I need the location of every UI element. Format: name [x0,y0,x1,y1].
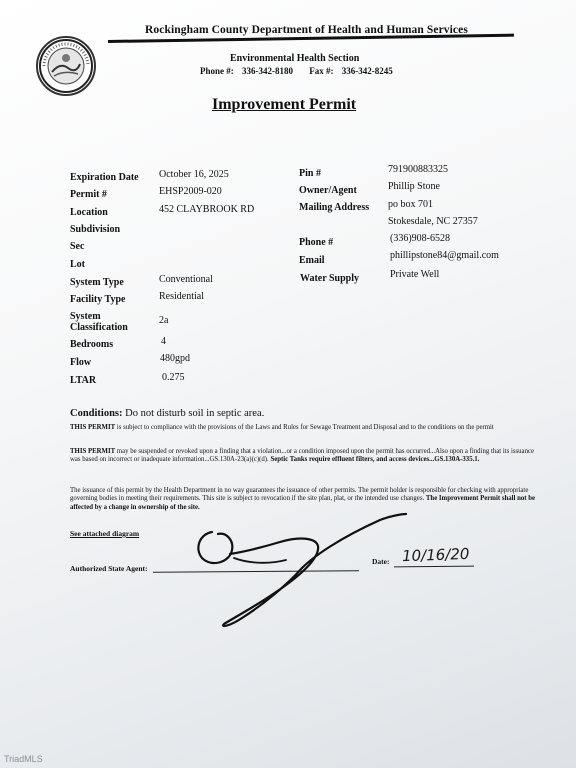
watermark: TriadMLS [4,754,43,764]
field-label: Location [70,207,108,218]
date-label: Date: [372,557,390,566]
section-name: Environmental Health Section [230,53,360,64]
field-value: EHSP2009-020 [159,186,222,197]
county-seal [36,36,96,96]
field-label: Water Supply [300,273,359,284]
field-label: Pin # [299,168,321,179]
fine-print-bold: The Improvement Permit shall not be affected by a change in ownership of the site. [70,495,536,511]
field-value: 0.275 [162,372,185,383]
conditions-label: Conditions: [70,408,123,419]
field-value: 791900883325 [388,164,448,175]
date-value: 10/16/20 [401,544,470,566]
see-attached-diagram: See attached diagram [70,529,140,538]
field-value: 2a [159,315,169,326]
fine-print-3 [70,487,540,512]
field-value: October 16, 2025 [159,169,229,180]
field-label: Sec [70,241,85,252]
field-value: po box 701 [388,199,433,210]
field-value: phillipstone84@gmail.com [390,250,499,261]
field-label: Owner/Agent [299,185,357,196]
field-value: Stokesdale, NC 27357 [388,216,478,227]
fine-print-bold: THIS PERMIT [70,448,116,455]
contact-line [200,66,399,76]
fine-print-bold: THIS PERMIT [70,424,116,431]
field-value: 452 CLAYBROOK RD [159,204,255,215]
field-value: Conventional [159,274,213,285]
fax-label: Fax #: [309,66,334,76]
field-label: Expiration Date [70,172,139,183]
field-value: Residential [159,291,204,302]
fine-print-text: may be suspended or revoked upon a finding that a violation...or a condition imposed upon the permit has occurred...Also upon a finding that its issuance was based on incorrect or inadequate information...GS.130A-23(a)(c)(d). [70,448,535,464]
field-label: Lot [70,259,85,270]
field-value: (336)908-6528 [390,233,450,244]
fine-print-text: The issuance of this permit by the Health Department in no way guarantees the issuance of other permits. The permit holder is responsible for checking with appropriate governing bodies in meeting their requirements. This site is subject to revocation if the site plan, plat, or the intended use changes. [70,487,529,503]
field-label: System Type [70,277,124,288]
field-label: Permit # [70,189,107,200]
field-label: Facility Type [70,294,126,305]
conditions-text: Do not disturb soil in septic area. [125,408,265,419]
field-label: System [70,311,101,322]
phone-number: 336-342-8180 [242,66,293,76]
phone-label: Phone #: [200,66,234,76]
field-label: Email [299,255,325,266]
field-label: Classification [70,322,128,333]
fine-print-2 [70,448,540,465]
conditions [70,408,264,419]
signature [190,512,410,632]
field-label: LTAR [70,375,97,386]
fine-print-1 [70,424,540,432]
fax-number: 336-342-8245 [341,66,393,76]
field-label: Phone # [299,237,334,248]
field-value: 4 [161,336,166,347]
field-label: Bedrooms [70,339,114,350]
field-label: Subdivision [70,224,121,235]
field-value: Private Well [390,269,440,280]
field-label: Flow [70,357,92,368]
field-value: Phillip Stone [388,181,440,192]
agent-label: Authorized State Agent: [70,564,148,573]
agency-name: Rockingham County Department of Health and Human Services [145,24,468,36]
fine-print-bold: Septic Tanks require effluent filters, and access devices...GS.130A-335.1. [270,456,480,464]
field-value: 480gpd [160,353,190,364]
fine-print-text: is subject to compliance with the provisions of the Laws and Rules for Sewage Treatment and Disposal and to the conditions on the permit [115,424,494,431]
seal-emblem-icon [38,38,94,94]
field-label: Mailing Address [299,202,370,213]
page-title: Improvement Permit [212,96,357,113]
